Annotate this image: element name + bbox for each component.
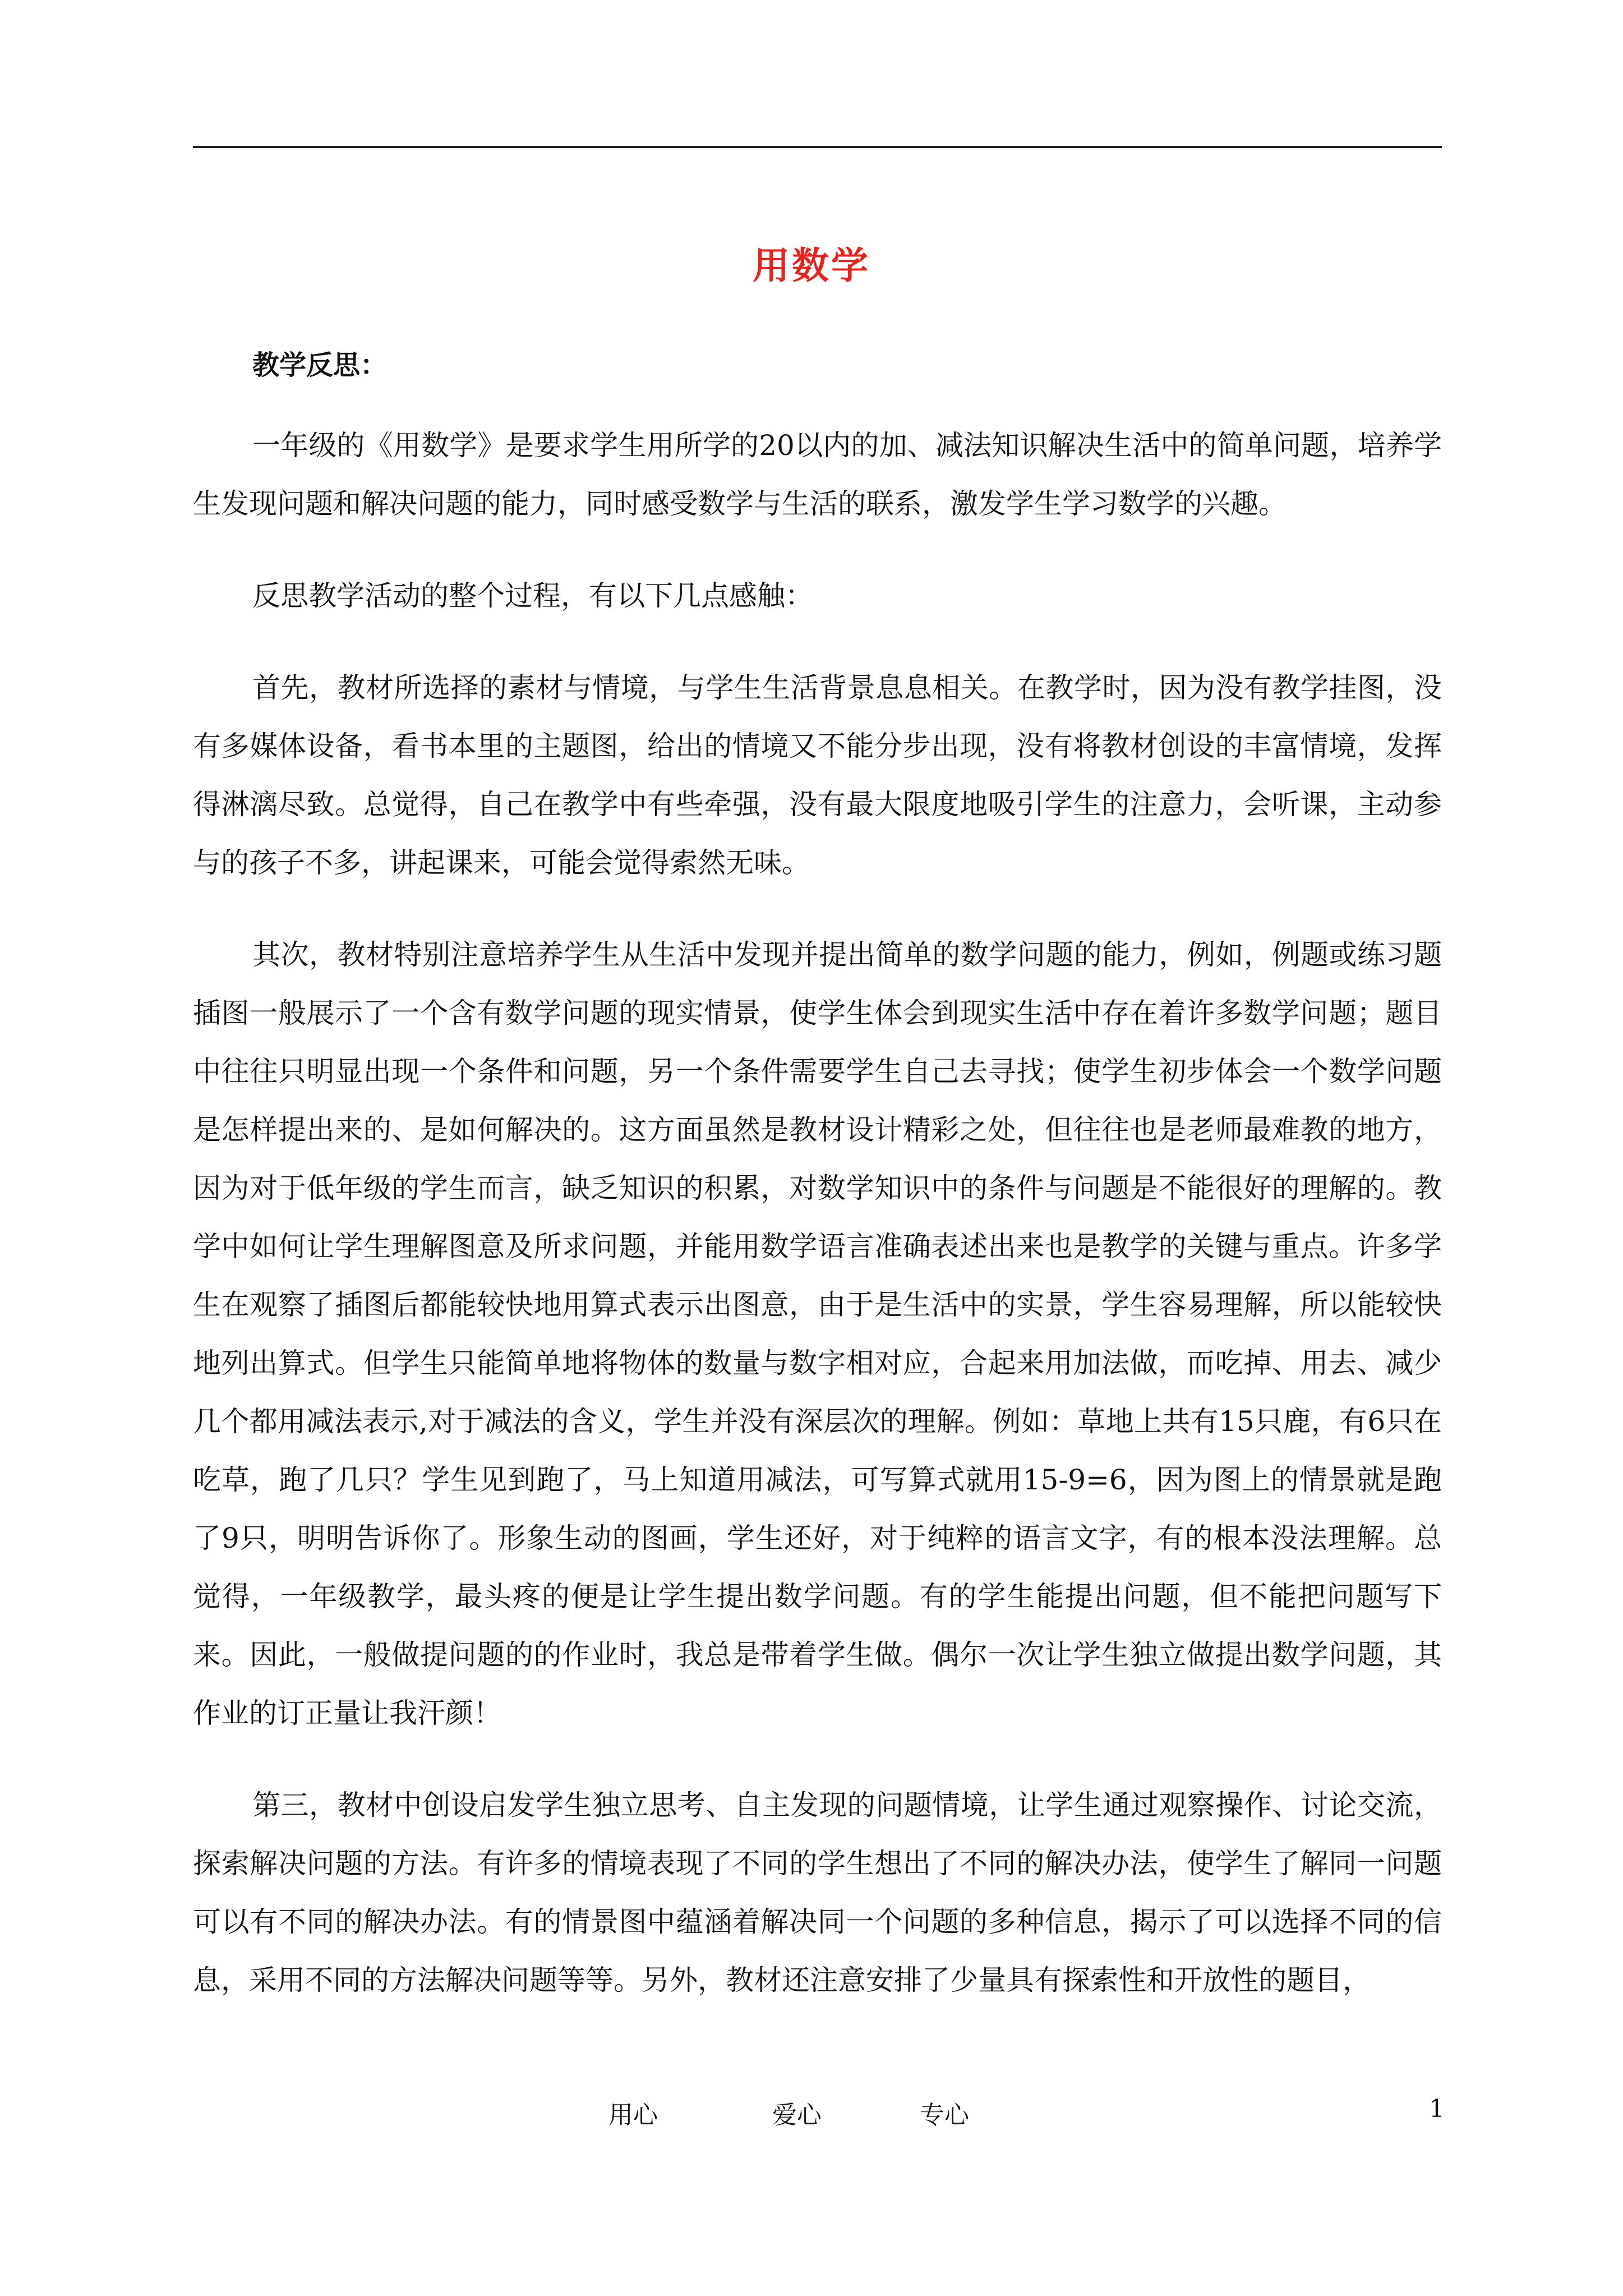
document-title: 用数学 (753, 244, 870, 287)
paragraph-first-point: 首先，教材所选择的素材与情境，与学生生活背景息息相关。在教学时，因为没有教学挂图，没有多媒体设备，看书本里的主题图，给出的情境又不能分步出现，没有将教材创设的丰富情境，发挥得淋漓尽致。总觉得，自己在教学中有些牵强，没有最大限度地吸引学生的注意力，会听课，主动参与的孩子不多，讲起课来，可能会觉得索然无味。 (193, 671, 1442, 879)
footer-motto-3: 专心 (920, 2101, 969, 2129)
paragraph-intro: 一年级的《用数学》是要求学生用所学的20以内的加、减法知识解决生活中的简单问题，培养学生发现问题和解决问题的能力，同时感受数学与生活的联系，激发学生学习数学的兴趣。 (193, 429, 1442, 520)
footer-motto-1: 用心 (608, 2101, 658, 2129)
paragraph-second-point: 其次，教材特别注意培养学生从生活中发现并提出简单的数学问题的能力，例如，例题或练习题插图一般展示了一个含有数学问题的现实情景，使学生体会到现实生活中存在着许多数学问题；题目中往往只明显出现一个条件和问题，另一个条件需要学生自己去寻找；使学生初步体会一个数学问题是怎样提出来的、是如何解决的。这方面虽然是教材设计精彩之处，但往往也是老师最难教的地方，因为对于低年级的学生而言，缺乏知识的积累，对数学知识中的条件与问题是不能很好的理解的。教学中如何让学生理解图意及所求问题，并能用数学语言准确表述出来也是教学的关键与重点。许多学生在观察了插图后都能较快地用算式表示出图意，由于是生活中的实景，学生容易理解，所以能较快地列出算式。但学生只能简单地将物体的数量与数字相对应，合起来用加法做，而吃掉、用去、减少几个都用减法表示,对于减法的含义，学生并没有深层次的理解。例如：草地上共有15只鹿，有6只在吃草，跑了几只？学生见到跑了，马上知道用减法，可写算式就用15-9=6，因为图上的情景就是跑了9只，明明告诉你了。形象生动的图画，学生还好，对于纯粹的语言文字，有的根本没法理解。总觉得，一年级教学，最头疼的便是让学生提出数学问题。有的学生能提出问题，但不能把问题写下来。因此，一般做提问题的的作业时，我总是带着学生做。偶尔一次让学生独立做提出数学问题，其作业的订正量让我汗颜！ (193, 938, 1442, 1729)
header-rule (193, 146, 1442, 148)
page-footer (0, 2095, 1623, 2134)
page-number: 1 (1429, 2095, 1445, 2123)
paragraph-third-point: 第三，教材中创设启发学生独立思考、自主发现的问题情境，让学生通过观察操作、讨论交流，探索解决问题的方法。有许多的情境表现了不同的学生想出了不同的解决办法，使学生了解同一问题可以有不同的解决办法。有的情景图中蕴涵着解决同一个问题的多种信息，揭示了可以选择不同的信息，采用不同的方法解决问题等等。另外，教材还注意安排了少量具有探索性和开放性的题目， (193, 1789, 1442, 1996)
section-heading: 教学反思： (252, 349, 388, 381)
footer-motto-2: 爱心 (772, 2101, 822, 2129)
body-text (193, 416, 1442, 2043)
paragraph-reflection-lead: 反思教学活动的整个过程，有以下几点感触： (252, 579, 813, 612)
